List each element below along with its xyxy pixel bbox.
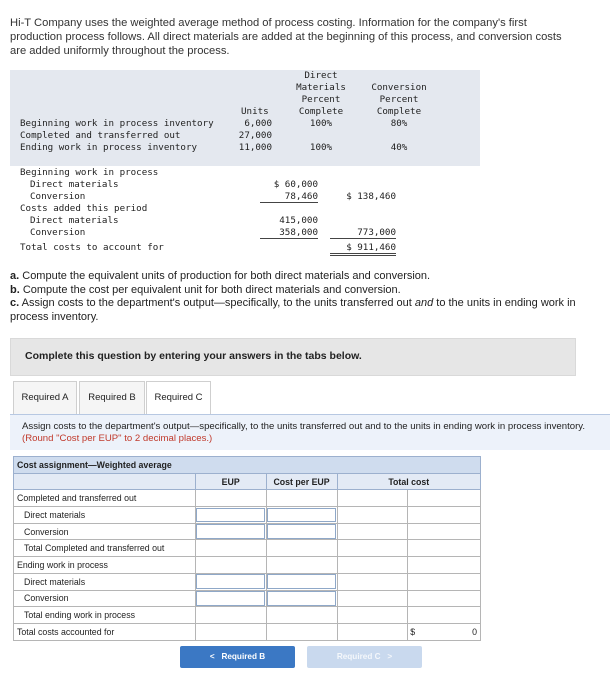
dm-header-line2: Materials — [296, 82, 346, 93]
header-eup: EUP — [195, 473, 266, 490]
transferred-conv-total-cell — [337, 523, 408, 540]
transferred-units-value: 27,000 — [238, 130, 272, 141]
cost-assignment-table — [13, 456, 481, 641]
units-and-costs-data — [10, 68, 480, 258]
table-title: Cost assignment—Weighted average — [14, 457, 481, 474]
ewip-dm-eup-input[interactable] — [195, 573, 266, 590]
added-dm-label: Direct materials — [30, 215, 119, 226]
bwip-units-value: 6,000 — [244, 118, 272, 129]
grand-total-dollar: $ — [410, 626, 416, 637]
table-row — [14, 623, 481, 640]
transferred-dm-cost-per-eup-input[interactable] — [266, 507, 337, 524]
previous-button-label: Required B — [221, 652, 266, 661]
grand-total-cell — [408, 623, 481, 640]
row-label: Conversion — [14, 590, 196, 607]
table-row — [14, 557, 481, 574]
question-b: b. Compute the cost per equivalent unit for both direct materials and conversion. — [10, 283, 401, 296]
bwip-conv-label: Conversion — [30, 191, 86, 202]
ewip-dm-percent: 100% — [309, 142, 333, 153]
ewip-conv-percent: 40% — [390, 142, 408, 153]
row-label: Conversion — [14, 523, 196, 540]
previous-button[interactable] — [180, 646, 295, 668]
chevron-left-icon: < — [209, 652, 215, 661]
row-label: Direct materials — [14, 573, 196, 590]
table-row — [14, 607, 481, 624]
dm-header-line1: Direct — [304, 70, 338, 81]
row-label: Direct materials — [14, 507, 196, 524]
ewip-total-cell — [408, 607, 481, 624]
added-dm-cost: 415,000 — [279, 215, 318, 226]
added-conv-cost: 358,000 — [260, 227, 318, 239]
dm-header-line3: Percent — [301, 94, 341, 105]
transferred-total-cell — [408, 540, 481, 557]
ewip-conv-eup-input[interactable] — [195, 590, 266, 607]
ewip-conv-total-cell — [337, 590, 408, 607]
instruction-text: Assign costs to the department's output—specifically, to the units transferred out and to the units in ending work in process inventory. — [22, 421, 586, 432]
banner-text: Complete this question by entering your answers in the tabs below. — [25, 350, 362, 362]
bwip-conv-cost: 78,460 — [260, 191, 318, 203]
tab-required-c[interactable]: Required C — [146, 381, 211, 416]
question-list — [10, 270, 580, 324]
rounding-note: (Round "Cost per EUP" to 2 decimal places.) — [22, 433, 213, 444]
table-row — [14, 523, 481, 540]
conv-header-line3: Complete — [376, 106, 422, 117]
next-button[interactable] — [307, 646, 422, 668]
table-row — [14, 590, 481, 607]
problem-intro: Hi-T Company uses the weighted average method of process costing. Information for the company's first production process follows. All direct materials are added at the beginning of this process, and conversion costs are added uniformly throughout the process. — [10, 17, 562, 57]
question-c: c. Assign costs to the department's output—specifically, to the units transferred out and to the units in ending work in process inventory. — [10, 297, 576, 323]
row-label: Ending work in process — [14, 557, 196, 574]
table-row — [14, 573, 481, 590]
grand-total-value: 0 — [472, 626, 477, 637]
ewip-dm-total-cell — [337, 573, 408, 590]
added-total-cost: 773,000 — [330, 227, 396, 239]
question-a: a. Compute the equivalent units of production for both direct materials and conversion. — [10, 270, 431, 282]
bwip-costs-label: Beginning work in process — [20, 167, 159, 178]
ewip-conv-cost-per-eup-input[interactable] — [266, 590, 337, 607]
bwip-units-label: Beginning work in process inventory — [20, 118, 214, 129]
bwip-dm-cost: $ 60,000 — [273, 179, 318, 190]
table-row — [14, 490, 481, 507]
ewip-units-label: Ending work in process inventory — [20, 142, 198, 153]
requirement-instruction — [10, 414, 610, 450]
dm-header-line4: Complete — [298, 106, 344, 117]
bwip-total-cost: $ 138,460 — [346, 191, 396, 202]
instructions-banner — [10, 338, 576, 376]
units-header: Units — [241, 106, 269, 117]
bwip-conv-percent: 80% — [390, 118, 408, 129]
transferred-dm-total-cell — [337, 507, 408, 524]
ewip-units-value: 11,000 — [238, 142, 272, 153]
row-label: Total Completed and transferred out — [14, 540, 196, 557]
added-costs-label: Costs added this period — [20, 203, 148, 214]
header-blank — [14, 473, 196, 490]
transferred-units-label: Completed and transferred out — [20, 130, 181, 141]
tab-required-b[interactable]: Required B — [79, 381, 145, 415]
table-row — [14, 507, 481, 524]
grand-total-cost: $ 911,460 — [330, 242, 396, 256]
header-total-cost: Total cost — [337, 473, 480, 490]
header-cost-per-eup: Cost per EUP — [266, 473, 337, 490]
transferred-dm-eup-input[interactable] — [195, 507, 266, 524]
next-button-label: Required C — [336, 652, 381, 661]
row-label: Completed and transferred out — [14, 490, 196, 507]
row-label: Total ending work in process — [14, 607, 196, 624]
table-row — [14, 540, 481, 557]
conv-header-line2: Percent — [379, 94, 419, 105]
bwip-dm-percent: 100% — [309, 118, 333, 129]
transferred-conv-eup-input[interactable] — [195, 523, 266, 540]
ewip-dm-cost-per-eup-input[interactable] — [266, 573, 337, 590]
conv-header-line1: Conversion — [371, 82, 427, 93]
tab-required-a[interactable]: Required A — [13, 381, 77, 415]
chevron-right-icon: > — [387, 652, 393, 661]
row-label: Total costs accounted for — [14, 623, 196, 640]
added-conv-label: Conversion — [30, 227, 86, 238]
total-costs-label: Total costs to account for — [20, 242, 164, 253]
transferred-conv-cost-per-eup-input[interactable] — [266, 523, 337, 540]
bwip-dm-label: Direct materials — [30, 179, 119, 190]
